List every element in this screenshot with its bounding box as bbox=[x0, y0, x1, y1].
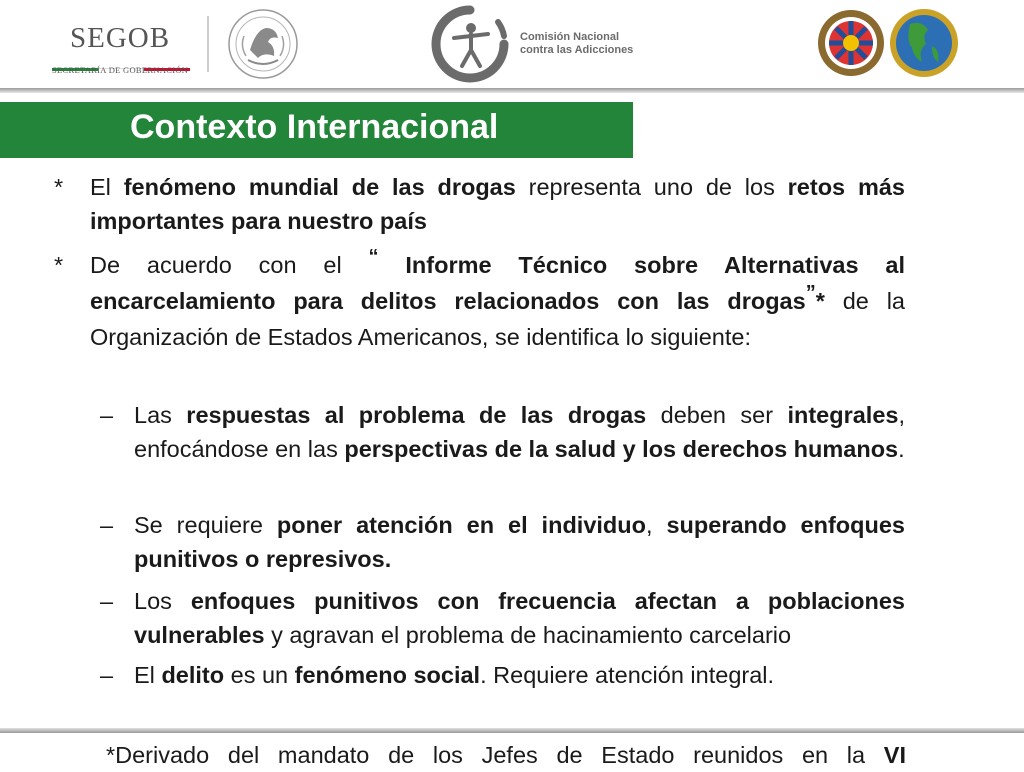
footer-rule bbox=[0, 728, 1024, 733]
bullet-mark: * bbox=[54, 174, 64, 200]
segob-subtitle: SECRETARÍA DE GOBERNACIÓN bbox=[52, 65, 189, 75]
bold-run: integrales bbox=[787, 402, 899, 428]
text-run: representa uno de los bbox=[515, 174, 788, 200]
footnote-marker: * bbox=[815, 288, 825, 314]
conadic-logo-icon bbox=[424, 4, 516, 84]
dash-mark: – bbox=[100, 402, 114, 428]
sub-bullet-4 bbox=[100, 658, 905, 692]
bold-run: fenómeno mundial de las drogas bbox=[123, 174, 516, 200]
slide-title: Contexto Internacional bbox=[130, 108, 499, 146]
text-run: y agravan el problema de hacinamiento carcelario bbox=[264, 622, 792, 648]
bold-run: retos más importantes para nuestro país bbox=[90, 174, 905, 234]
text-run: es un bbox=[224, 662, 295, 688]
text-run: Se requiere bbox=[134, 512, 277, 538]
header-logos bbox=[0, 0, 1024, 88]
header-divider bbox=[207, 16, 209, 72]
bold-run: perspectivas de la salud y los derechos humanos bbox=[344, 436, 899, 462]
open-quote: “ bbox=[368, 246, 379, 268]
text-run: Los bbox=[134, 588, 191, 614]
report-title: Informe Técnico sobre Alternativas al encarcelamiento para delitos relacionados con las drogas bbox=[90, 252, 905, 314]
text-run: . Requiere atención integral. bbox=[480, 662, 775, 688]
bullet-mark: * bbox=[54, 252, 64, 278]
title-bar bbox=[0, 102, 633, 158]
footnote bbox=[106, 738, 906, 772]
segob-flag-line bbox=[52, 58, 192, 61]
text-run: De acuerdo con el bbox=[90, 252, 369, 278]
bullet-1 bbox=[54, 170, 905, 238]
text-run: El bbox=[90, 174, 124, 200]
text-run: El bbox=[134, 662, 162, 688]
text-run: , bbox=[645, 512, 667, 538]
mexican-coat-of-arms-icon bbox=[220, 6, 306, 82]
bold-run: poner atención en el individuo bbox=[276, 512, 646, 538]
text-run: de la Organización de Estados Americanos, se identifica lo siguiente: bbox=[90, 288, 905, 350]
bold-run: fenómeno social bbox=[294, 662, 481, 688]
sub-bullet-1 bbox=[100, 398, 905, 466]
conadic-line-1: Comisión Nacional bbox=[520, 31, 620, 43]
text-run: deben ser bbox=[646, 402, 788, 428]
bold-run: delito bbox=[161, 662, 225, 688]
sub-bullet-3 bbox=[100, 584, 905, 652]
dash-mark: – bbox=[100, 588, 114, 614]
text-run: *Derivado del mandato de los Jefes de Estado reunidos en la bbox=[106, 742, 884, 768]
text-run: . bbox=[898, 436, 905, 462]
bold-run: VI bbox=[883, 742, 906, 768]
bold-run: superando enfoques punitivos o represivos. bbox=[134, 512, 905, 572]
sub-bullet-2 bbox=[100, 508, 905, 576]
dash-mark: – bbox=[100, 662, 114, 688]
dash-mark: – bbox=[100, 512, 114, 538]
segob-logo bbox=[52, 22, 197, 75]
oas-cicad-globe-icon bbox=[888, 6, 960, 80]
close-quote: ” bbox=[805, 282, 816, 304]
conadic-name bbox=[520, 31, 633, 57]
bold-run: respuestas al problema de las drogas bbox=[186, 402, 647, 428]
oea-seal-icon bbox=[816, 8, 886, 78]
bullet-2 bbox=[54, 246, 905, 354]
conadic-line-2: contra las Adicciones bbox=[520, 44, 634, 56]
text-run: Las bbox=[134, 402, 187, 428]
segob-wordmark: SEGOB bbox=[70, 22, 171, 54]
header-rule bbox=[0, 88, 1024, 93]
text-run: , enfocándose en las bbox=[134, 402, 905, 462]
bold-run: enfoques punitivos con frecuencia afectan a poblaciones vulnerables bbox=[134, 588, 905, 648]
